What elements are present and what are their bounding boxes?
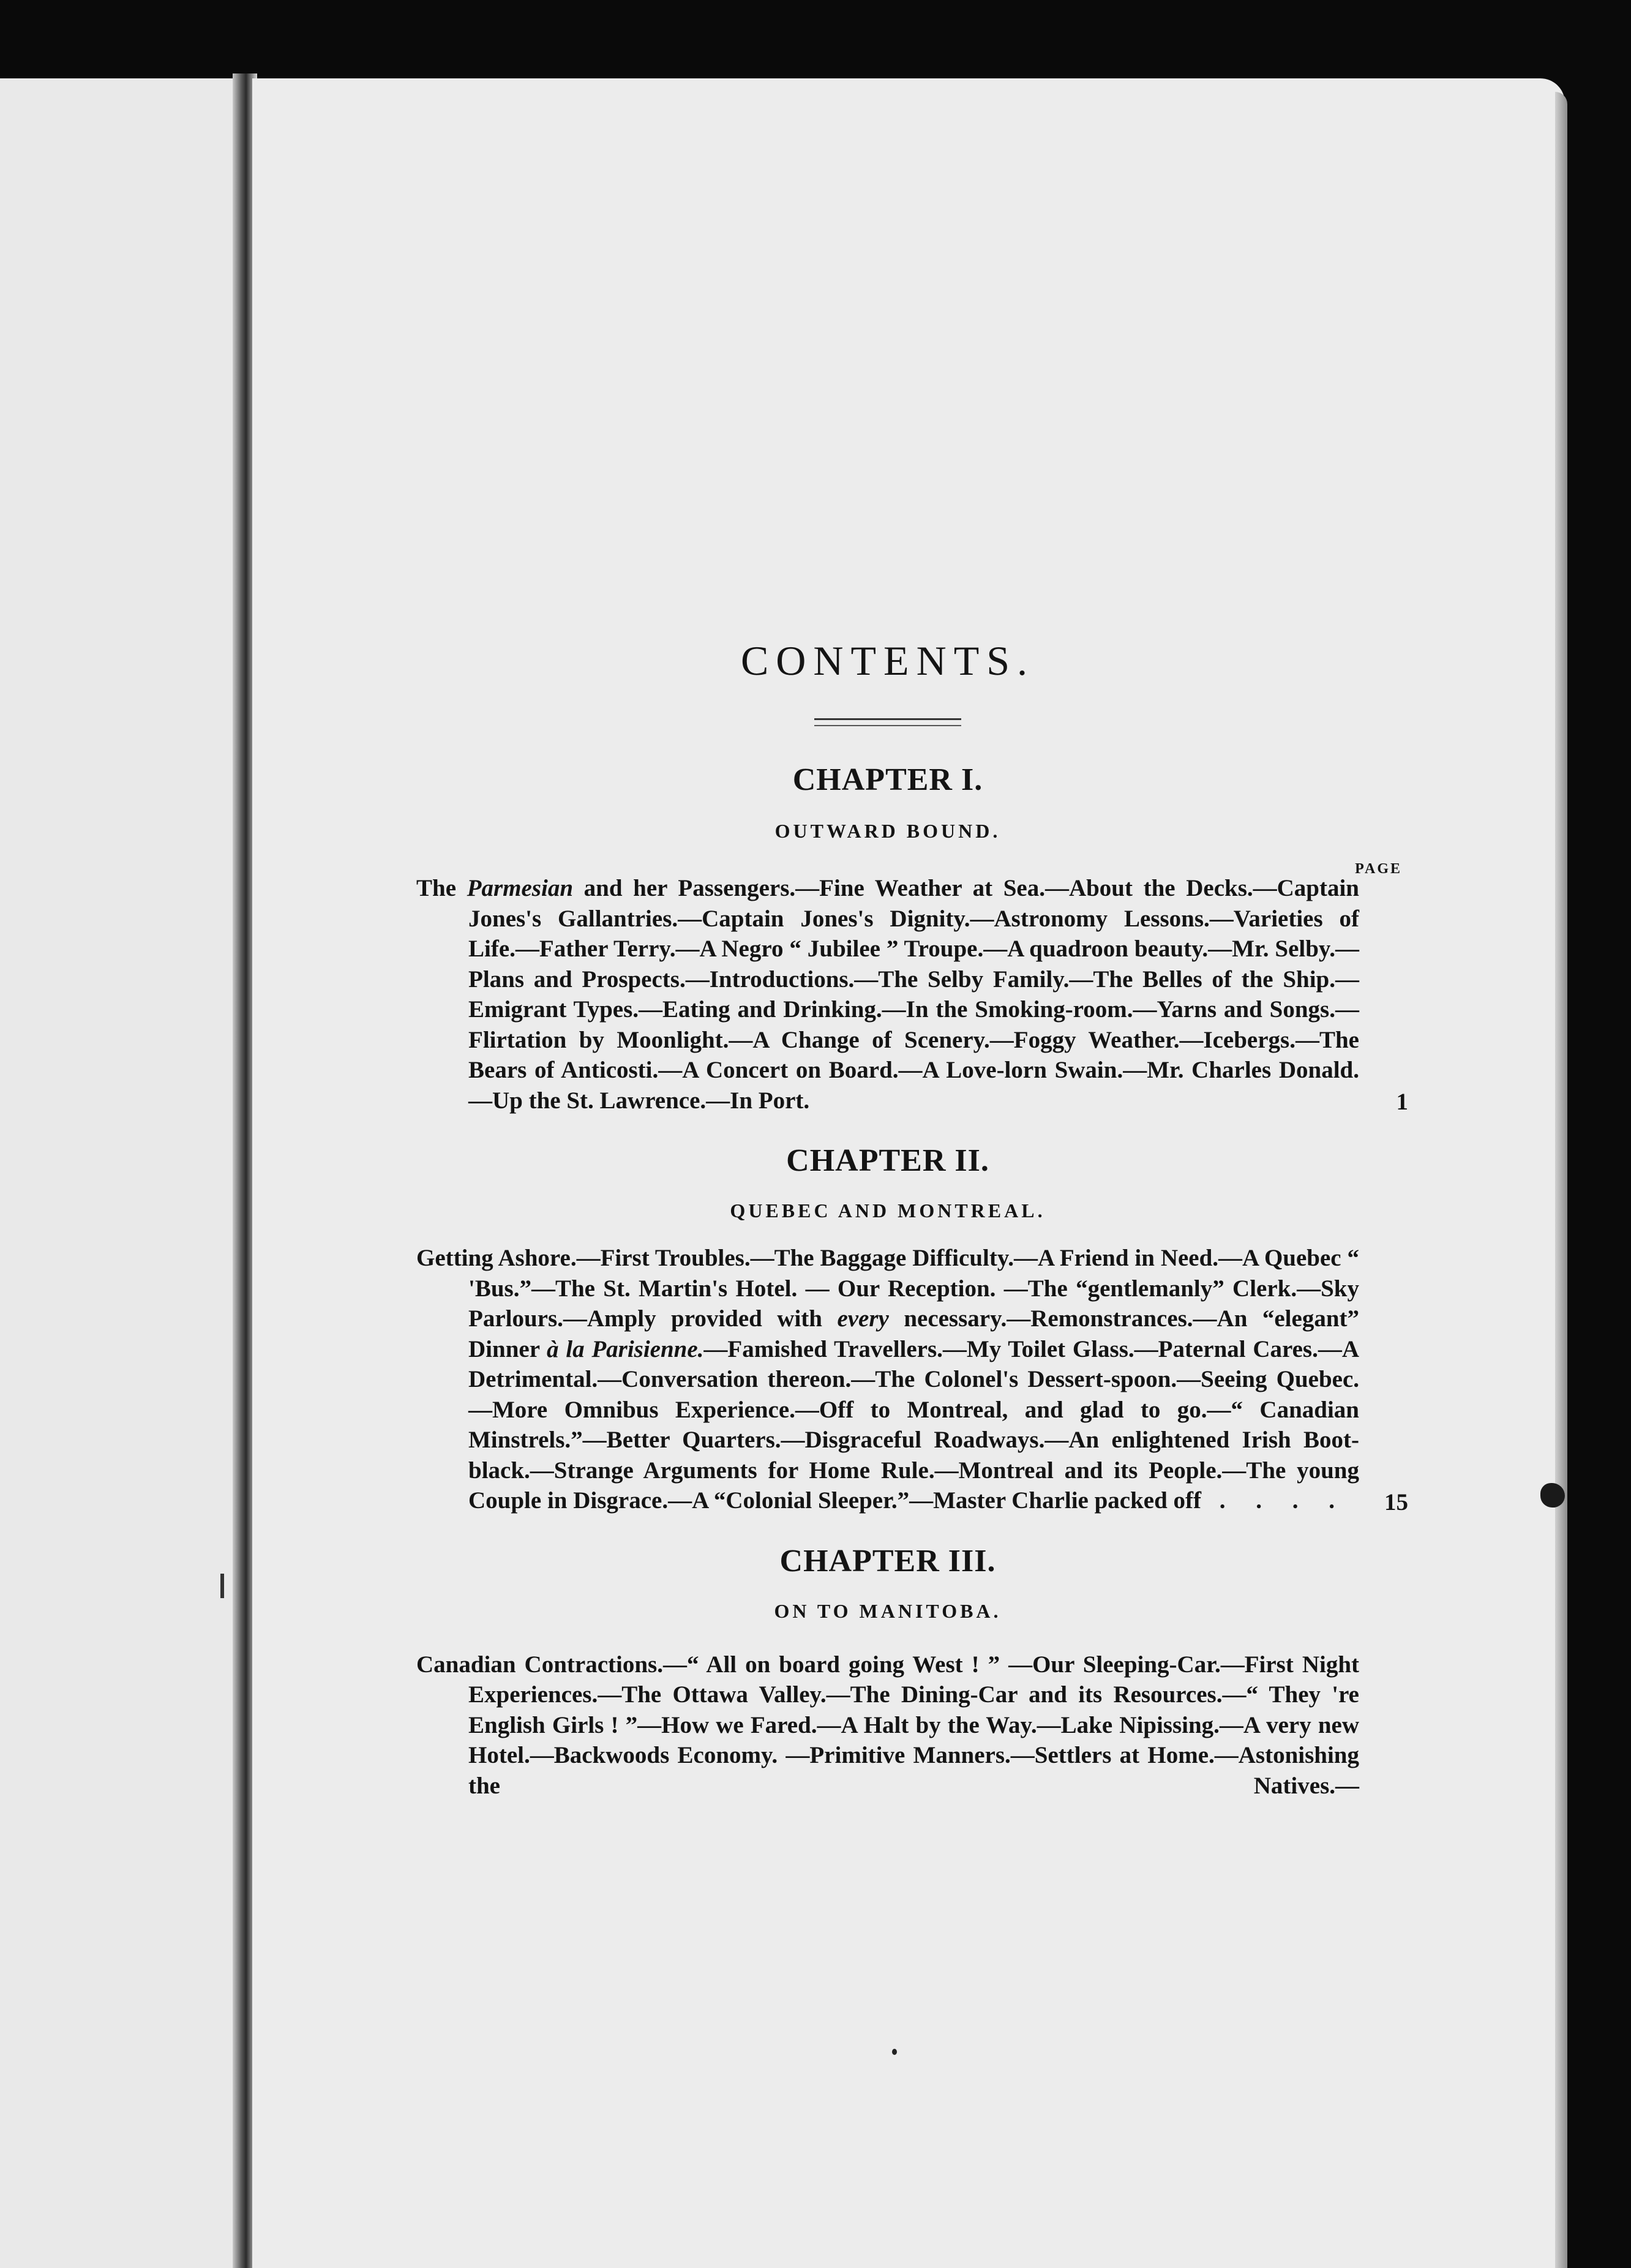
dot-leader: . . . . <box>1201 1487 1348 1514</box>
page-column-label: PAGE <box>1355 861 1402 877</box>
ship-name: Parmesian <box>467 875 574 901</box>
contents-page <box>416 637 1408 1801</box>
ink-blot <box>1540 1483 1565 1508</box>
chapter-2-summary-part-3: —Famished Travellers.—My Toilet Glass.—Paternal Cares.—A Detrimental.—Conversation thereon.—The Colonel's Dessert-spoon.—Seeing Quebec.—More Omnibus Experience.—Off to Montreal, and glad to go.—“ Canadian Minstrels.”—Better Quarters.—Disgraceful Roadways.—An enlightened Irish Boot-black.—Strange Arguments for Home Rule.—Montreal and its People.—The young Couple in Disgrace.—A “Colonial Sleeper.”—Master Charlie packed off <box>468 1335 1359 1514</box>
chapter-1-page-number: 1 <box>1396 1089 1408 1115</box>
chapter-1-summary <box>416 873 1359 1116</box>
chapter-3-subtitle: ON TO MANITOBA. <box>774 1599 1002 1622</box>
chapter-1-heading: CHAPTER I. <box>792 762 983 797</box>
chapter-1-subtitle: OUTWARD BOUND. <box>774 820 1001 842</box>
chapter-3-summary: Canadian Contractions.—“ All on board going West ! ” —Our Sleeping-Car.—First Night Experiences.—The Ottawa Valley.—The Dining-Car and its Resources.—“ They 're English Girls ! ”—How we Fared.—A Halt by the Way.—Lake Nipissing.—A very new Hotel.—Backwoods Economy. —Primitive Manners.—Settlers at Home.—Astonishing the Natives.— <box>416 1651 1359 1799</box>
chapter-2-page-number: 15 <box>1384 1489 1408 1515</box>
chapter-2 <box>416 1143 1408 1516</box>
chapter-3-heading: CHAPTER III. <box>779 1543 996 1579</box>
chapter-3 <box>416 1543 1359 1801</box>
chapter-2-summary-italic-1: every <box>837 1305 889 1332</box>
chapter-2-summary-part-2: necessary.—Remonstrances.—An “elegant” Dinner <box>468 1305 1359 1362</box>
margin-mark <box>220 1574 224 1598</box>
facing-page <box>0 78 252 2268</box>
chapter-2-summary <box>416 1243 1359 1516</box>
chapter-1-summary-intro: The <box>416 875 467 901</box>
title-rule <box>814 718 961 726</box>
chapter-1-summary-text: and her Passengers.—Fine Weather at Sea.—About the Decks.—Captain Jones's Gallantries.—Captain Jones's Dignity.—Astronomy Lessons.—Varieties of Life.—Father Terry.—A Negro “ Jubilee ” Troupe.—A quadroon beauty.—Mr. Selby.—Plans and Prospects.—Introductions.—The Selby Family.—The Belles of the Ship.—Emigrant Types.—Eating and Drinking.—In the Smoking-room.—Yarns and Songs.—Flirtation by Moonlight.—A Change of Scenery.—Foggy Weather.—Icebergs.—The Bears of Anticosti.—A Concert on Board.—A Love-lorn Swain.—Mr. Charles Donald.—Up the St. Lawrence.—In Port. <box>468 875 1359 1114</box>
chapter-1 <box>416 762 1408 1116</box>
page-edge <box>1555 92 1567 2268</box>
chapter-2-heading: CHAPTER II. <box>786 1143 989 1178</box>
chapter-2-summary-italic-2: à la Parisienne. <box>547 1335 704 1362</box>
chapter-2-subtitle: QUEBEC AND MONTREAL. <box>730 1200 1046 1222</box>
page-title: CONTENTS. <box>740 637 1035 684</box>
ink-dot <box>892 2049 897 2055</box>
chapter-2-summary-part-1: Getting Ashore.—First Troubles.—The Baggage Difficulty.—A Friend in Need.—A Quebec “ 'Bus.”—The St. Martin's Hotel. — Our Reception. —The “gentlemanly” Clerk.—Sky Parlours.—Amply provided with <box>416 1245 1359 1332</box>
